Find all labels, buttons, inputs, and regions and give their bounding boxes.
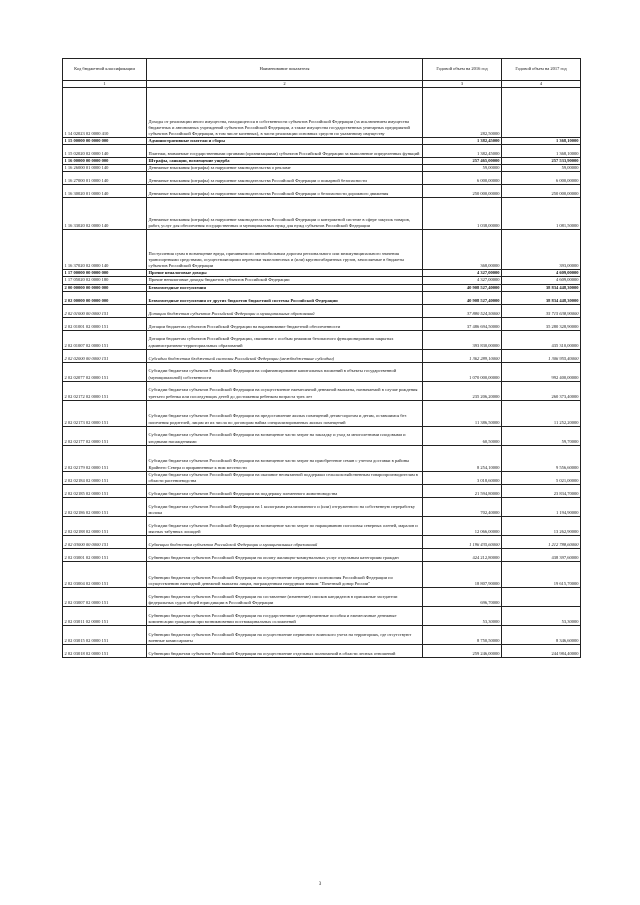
table-row xyxy=(63,330,581,349)
table-row xyxy=(63,158,581,165)
header-year-2017: Годовой объем на 2017 год xyxy=(502,59,581,81)
row-value-2017: 1 368,10000 xyxy=(502,145,581,158)
index-1: 1 xyxy=(63,81,147,88)
row-code: 2 02 03018 02 0000 151 xyxy=(63,644,147,657)
table-row xyxy=(63,277,581,284)
table-row xyxy=(63,426,581,445)
row-name: Доходы от реализации иного имущества, находящегося в собственности субъектов Российской Федерации (за исключением имущества бюджетных и автономных учреждений субъектов Российской Федерации, а также имущества государственных унитарных предприятий субъектов Российской Федерации, в том числе казенных), в части реализации основных средств по указанному имуществу xyxy=(147,88,423,138)
row-name: Субвенции бюджетам субъектов Российской Федерации на составление (изменение) списков кандидатов в присяжные заседатели федеральных судов общей юрисдикции в Российской Федерации xyxy=(147,587,423,606)
row-code: 1 15 00000 00 0000 000 xyxy=(63,138,147,145)
table-row xyxy=(63,587,581,606)
row-code: 2 02 02000 00 0000 151 xyxy=(63,349,147,362)
row-code: 1 17 00000 00 0000 000 xyxy=(63,270,147,277)
row-value-2017: 4 609,00000 xyxy=(502,277,581,284)
row-name: Субвенции бюджетам субъектов Российской Федерации на осуществление переданного полномочия Российской Федерации по осуществлению ежегодной денежной выплаты лицам, награжденным нагрудным знаком "Почетный донор России" xyxy=(147,561,423,587)
table-row xyxy=(63,138,581,145)
row-value-2016: 250 000,00000 xyxy=(423,185,502,198)
row-code: 2 02 01007 02 0000 151 xyxy=(63,330,147,349)
row-value-2017: 59,00000 xyxy=(502,165,581,172)
row-name: Субсидии бюджетам субъектов Российской Федерации на предоставление жилых помещений детям-сиротам и детям, оставшимся без попечения родителей, лицам из их числа по договорам найма специализированных жилых помещений xyxy=(147,400,423,426)
row-value-2017: 4 609,00000 xyxy=(502,270,581,277)
row-code: 2 02 02179 02 0000 151 xyxy=(63,445,147,471)
row-code: 1 16 37020 02 0000 140 xyxy=(63,230,147,270)
row-value-2017: 13 262,90000 xyxy=(502,516,581,535)
row-code: 2 02 02177 02 0000 151 xyxy=(63,426,147,445)
row-value-2017: 9 556,60000 xyxy=(502,445,581,471)
row-value-2016: 4 327,00000 xyxy=(423,277,502,284)
index-2: 2 xyxy=(147,81,423,88)
row-value-2016: 59,00000 xyxy=(423,165,502,172)
table-row xyxy=(63,362,581,381)
row-value-2017 xyxy=(502,587,581,606)
row-value-2016: 235 206,20000 xyxy=(423,381,502,400)
row-name: Субсидии бюджетам субъектов Российской Федерации на поддержку племенного животноводства xyxy=(147,484,423,497)
row-value-2016: 1 382,45000 xyxy=(423,138,502,145)
row-value-2016: 6 000,00000 xyxy=(423,172,502,185)
row-value-2016: 1 070 000,00000 xyxy=(423,362,502,381)
row-value-2017: 1 368,10000 xyxy=(502,138,581,145)
row-value-2016: 1 382,45000 xyxy=(423,145,502,158)
table-row xyxy=(63,270,581,277)
row-name: Платежи, взимаемые государственными органами (организациями) субъектов Российской Федерации за выполнение определенных функций xyxy=(147,145,423,158)
row-value-2017: 38 834 448,30000 xyxy=(502,291,581,304)
row-value-2017: 992 400,00000 xyxy=(502,362,581,381)
row-value-2016: 1 362 289,10000 xyxy=(423,349,502,362)
row-value-2016: 37 486 694,50000 xyxy=(423,317,502,330)
row-value-2016: 21 594,80000 xyxy=(423,484,502,497)
header-name: Наименование показателя xyxy=(147,59,423,81)
column-index-row xyxy=(63,81,581,88)
row-value-2016: 393 830,00000 xyxy=(423,330,502,349)
row-value-2017: 35 280 328,90000 xyxy=(502,317,581,330)
table-row xyxy=(63,291,581,304)
row-name: Прочие неналоговые доходы бюджетов субъектов Российской Федерации xyxy=(147,277,423,284)
row-name: Прочие неналоговые доходы xyxy=(147,270,423,277)
row-value-2017: 19 615,70000 xyxy=(502,561,581,587)
row-code: 2 02 01001 02 0000 151 xyxy=(63,317,147,330)
row-name: Субсидии бюджетам субъектов Российской Федерации на софинансирование капитальных вложений в объекты государственной (муниципальной) собственности xyxy=(147,362,423,381)
row-value-2016: 424 212,80000 xyxy=(423,548,502,561)
row-value-2016: 282,50000 xyxy=(423,88,502,138)
row-name: Субсидии бюджетам субъектов Российской Федерации на 1 килограмм реализованного и (или) отгруженного на собственную переработку молока xyxy=(147,497,423,516)
row-name: Субвенции бюджетам субъектов Российской Федерации на оплату жилищно-коммунальных услуг отдельным категориям граждан xyxy=(147,548,423,561)
row-name: Денежные взыскания (штрафы) за нарушение законодательства о рекламе xyxy=(147,165,423,172)
row-code: 2 02 03004 02 0000 151 xyxy=(63,561,147,587)
row-code: 1 16 00000 00 0000 000 xyxy=(63,158,147,165)
row-name: Денежные взыскания (штрафы) за нарушение законодательства Российской Федерации о пожарной безопасности xyxy=(147,172,423,185)
row-value-2017: 8 346,60000 xyxy=(502,625,581,644)
row-name: Штрафы, санкции, возмещение ущерба xyxy=(147,158,423,165)
budget-table xyxy=(62,58,581,658)
row-code: 2 02 02188 02 0000 151 xyxy=(63,516,147,535)
row-value-2016: 257 465,00000 xyxy=(423,158,502,165)
page-number: 3 xyxy=(318,882,322,887)
row-name: Субсидии бюджетам субъектов Российской Федерации на осуществление ежемесячной денежной выплаты, назначаемой в случае рождения третьего ребенка или последующих детей до достижения ребенком возраста трех лет xyxy=(147,381,423,400)
index-4: 4 xyxy=(502,81,581,88)
row-value-2016: 37 880 524,50000 xyxy=(423,304,502,317)
table-row xyxy=(63,484,581,497)
row-value-2017: 1 212 788,60000 xyxy=(502,535,581,548)
row-code: 1 16 27000 01 0000 140 xyxy=(63,172,147,185)
row-name: Денежные взыскания (штрафы) за нарушение законодательства Российской Федерации о контрактной системе в сфере закупок товаров, работ, услуг для обеспечения государственных и муниципальных нужд для нужд субъектов Российской Федерации xyxy=(147,198,423,230)
row-value-2016: 696,70000 xyxy=(423,587,502,606)
row-code: 2 02 03001 02 0000 151 xyxy=(63,548,147,561)
index-3: 3 xyxy=(423,81,502,88)
row-value-2016: 12 066,00000 xyxy=(423,516,502,535)
table-row xyxy=(63,88,581,138)
row-code: 2 02 02184 02 0000 151 xyxy=(63,471,147,484)
row-value-2017: 23 834,70000 xyxy=(502,484,581,497)
row-code: 2 02 02172 02 0000 151 xyxy=(63,381,147,400)
row-value-2016: 1 038,00000 xyxy=(423,198,502,230)
row-code: 2 00 00000 00 0000 000 xyxy=(63,284,147,291)
row-code: 2 02 02185 02 0000 151 xyxy=(63,484,147,497)
table-row xyxy=(63,445,581,471)
table-row xyxy=(63,625,581,644)
row-name: Субвенции бюджетам субъектов Российской Федерации и муниципальных образований xyxy=(147,535,423,548)
row-code: 2 02 03015 02 0000 151 xyxy=(63,625,147,644)
row-value-2017: 59,70000 xyxy=(502,426,581,445)
header-year-2016: Годовой объем на 2016 год xyxy=(423,59,502,81)
row-value-2017: 260 373,40000 xyxy=(502,381,581,400)
row-value-2017: 6 000,00000 xyxy=(502,172,581,185)
row-name: Субсидии бюджетам субъектов Российской Федерации на возмещение части затрат на закладку и уход за многолетними плодовыми и ягодными насаждениями xyxy=(147,426,423,445)
row-name: Субвенции бюджетам субъектов Российской Федерации на осуществление первичного воинского учета на территориях, где отсутствуют военные комиссариаты xyxy=(147,625,423,644)
row-name: Субсидии бюджетам субъектов Российской Федерации на возмещение части затрат на приобретение семян с учетом доставки в районы Крайнего Севера и приравненные к ним местности xyxy=(147,445,423,471)
row-value-2016: 18 807,90000 xyxy=(423,561,502,587)
table-row xyxy=(63,606,581,625)
row-name: Субвенции бюджетам субъектов Российской Федерации на осуществление отдельных полномочий в области лесных отношений xyxy=(147,644,423,657)
row-value-2016: 4 327,00000 xyxy=(423,270,502,277)
table-row xyxy=(63,317,581,330)
row-value-2017: 1 306 955,40000 xyxy=(502,349,581,362)
header-code: Код бюджетной классификации xyxy=(63,59,147,81)
row-code: 2 02 02077 02 0000 151 xyxy=(63,362,147,381)
row-value-2016: 53,30000 xyxy=(423,606,502,625)
row-name: Поступления сумм в возмещение вреда, причиняемого автомобильным дорогам регионального или межмуниципального значения транспортными средствами, осуществляющими перевозки тяжеловесных и (или) крупногабаритных грузов, зачисляемые в бюджеты субъектов Российской Федерации xyxy=(147,230,423,270)
document-page xyxy=(62,58,580,658)
row-value-2017: 435 310,00000 xyxy=(502,330,581,349)
row-code: 2 02 02173 02 0000 151 xyxy=(63,400,147,426)
table-row xyxy=(63,644,581,657)
row-name: Административные платежи и сборы xyxy=(147,138,423,145)
table-row xyxy=(63,185,581,198)
row-value-2017: 244 984,40000 xyxy=(502,644,581,657)
row-name: Дотации бюджетам субъектов Российской Федерации и муниципальных образований xyxy=(147,304,423,317)
row-code: 1 14 02023 02 0000 410 xyxy=(63,88,147,138)
row-value-2016: 368,00000 xyxy=(423,230,502,270)
row-value-2016: 11 386,50000 xyxy=(423,400,502,426)
row-name: Дотации бюджетам субъектов Российской Федерации, связанные с особым режимом безопасного функционирования закрытых административно-территориальных образований xyxy=(147,330,423,349)
row-value-2016: 259 246,00000 xyxy=(423,644,502,657)
row-value-2017: 1 194,90000 xyxy=(502,497,581,516)
row-code: 2 02 01000 00 0000 151 xyxy=(63,304,147,317)
row-value-2016: 8 254,10000 xyxy=(423,445,502,471)
table-row xyxy=(63,400,581,426)
row-name: Субсидии бюджетам субъектов Российской Федерации на оказание несвязанной поддержки сельскохозяйственным товаропроизводителям в области растениеводства xyxy=(147,471,423,484)
row-value-2016: 702,40000 xyxy=(423,497,502,516)
row-name: Субсидии бюджетам бюджетной системы Российской Федерации (межбюджетные субсидии) xyxy=(147,349,423,362)
row-name: Дотации бюджетам субъектов Российской Федерации на выравнивание бюджетной обеспеченности xyxy=(147,317,423,330)
row-code: 2 02 02186 02 0000 151 xyxy=(63,497,147,516)
row-name: Безвозмездные поступления от других бюджетов бюджетной системы Российской Федерации xyxy=(147,291,423,304)
table-row xyxy=(63,145,581,158)
row-value-2017 xyxy=(502,88,581,138)
row-value-2016: 8 750,50000 xyxy=(423,625,502,644)
row-value-2017: 5 021,00000 xyxy=(502,471,581,484)
row-value-2016: 1 196 435,60000 xyxy=(423,535,502,548)
row-code: 1 15 02020 02 0000 140 xyxy=(63,145,147,158)
row-code: 1 16 26000 01 0000 140 xyxy=(63,165,147,172)
row-value-2017: 393,00000 xyxy=(502,230,581,270)
table-row xyxy=(63,349,581,362)
row-name: Денежные взыскания (штрафы) за нарушение законодательства Российской Федерации о безопасности дорожного движения xyxy=(147,185,423,198)
table-row xyxy=(63,561,581,587)
row-value-2017: 257 533,90000 xyxy=(502,158,581,165)
row-code: 2 02 03011 02 0000 151 xyxy=(63,606,147,625)
table-row xyxy=(63,516,581,535)
row-value-2016: 40 908 527,40000 xyxy=(423,284,502,291)
table-row xyxy=(63,381,581,400)
table-row xyxy=(63,304,581,317)
row-value-2017: 35 715 638,90000 xyxy=(502,304,581,317)
row-code: 1 17 05020 02 0000 180 xyxy=(63,277,147,284)
row-value-2017: 250 000,00000 xyxy=(502,185,581,198)
row-code: 2 02 03000 00 0000 151 xyxy=(63,535,147,548)
row-code: 2 02 00000 00 0000 000 xyxy=(63,291,147,304)
table-row xyxy=(63,497,581,516)
row-name: Безвозмездные поступления xyxy=(147,284,423,291)
row-value-2017: 53,30000 xyxy=(502,606,581,625)
row-value-2017: 438 397,60000 xyxy=(502,548,581,561)
row-name: Субвенции бюджетам субъектов Российской Федерации на государственные единовременные пособия и ежемесячные денежные компенсации гражданам при возникновении поствакцинальных осложнений xyxy=(147,606,423,625)
row-value-2016: 60,50000 xyxy=(423,426,502,445)
table-row xyxy=(63,172,581,185)
row-name: Субсидии бюджетам субъектов Российской Федерации на возмещение части затрат по наращиванию поголовья северных оленей, маралов и мясных табунных лошадей xyxy=(147,516,423,535)
table-row xyxy=(63,165,581,172)
table-row xyxy=(63,535,581,548)
row-code: 1 16 30020 01 0000 140 xyxy=(63,185,147,198)
row-value-2017: 38 834 448,30000 xyxy=(502,284,581,291)
table-row xyxy=(63,284,581,291)
table-row xyxy=(63,471,581,484)
row-value-2016: 40 908 527,40000 xyxy=(423,291,502,304)
table-row xyxy=(63,198,581,230)
table-header-row xyxy=(63,59,581,81)
table-row xyxy=(63,230,581,270)
table-row xyxy=(63,548,581,561)
row-value-2017: 1 081,50000 xyxy=(502,198,581,230)
row-code: 2 02 03007 02 0000 151 xyxy=(63,587,147,606)
row-value-2017: 11 252,20000 xyxy=(502,400,581,426)
row-code: 1 16 33020 02 0000 140 xyxy=(63,198,147,230)
row-value-2016: 3 018,60000 xyxy=(423,471,502,484)
